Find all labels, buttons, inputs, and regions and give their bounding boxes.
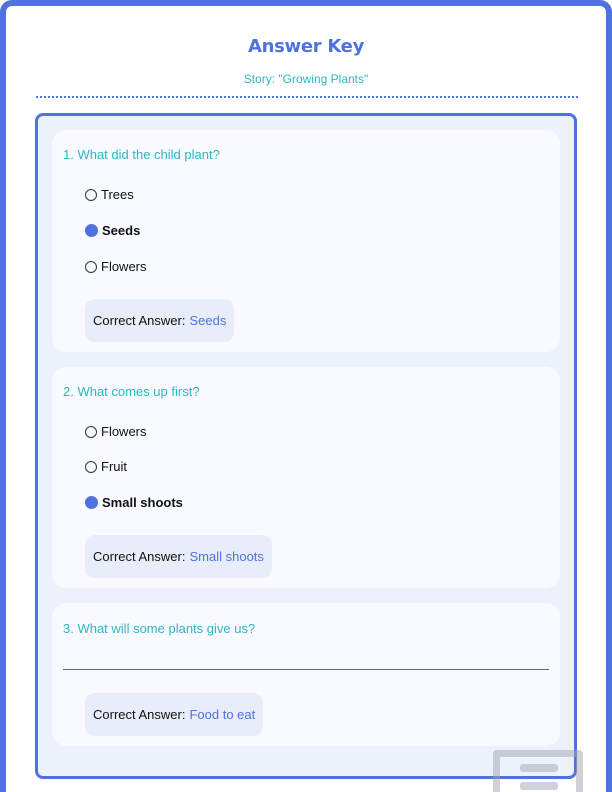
correct-answer-label: Correct Answer:	[93, 549, 186, 564]
question-text: 3. What will some plants give us?	[63, 621, 256, 636]
option-flowers[interactable]	[85, 424, 147, 439]
option-label: Small shoots	[102, 495, 183, 510]
question-text: 1. What did the child plant?	[63, 147, 220, 162]
radio-unchecked-icon[interactable]	[85, 261, 97, 273]
question-card-2	[52, 367, 560, 588]
document-icon	[493, 750, 583, 792]
correct-answer-box	[85, 693, 263, 736]
option-flowers[interactable]	[85, 259, 147, 274]
option-label: Seeds	[102, 223, 141, 238]
correct-answer-box	[85, 535, 272, 578]
story-subtitle: Story: "Growing Plants"	[243, 72, 369, 86]
page-title: Answer Key	[247, 36, 364, 57]
dotted-divider	[36, 96, 578, 98]
question-card-1	[52, 130, 560, 352]
radio-checked-icon[interactable]	[85, 496, 98, 509]
radio-unchecked-icon[interactable]	[85, 426, 97, 438]
correct-answer-value: Small shoots	[189, 549, 264, 564]
document-icon-bar	[520, 764, 558, 772]
correct-answer-box	[85, 299, 234, 342]
answer-write-line[interactable]	[63, 669, 549, 670]
option-label: Trees	[101, 187, 134, 202]
correct-answer-label: Correct Answer:	[93, 313, 186, 328]
option-label: Fruit	[101, 459, 127, 474]
option-seeds[interactable]	[85, 223, 140, 238]
option-label: Flowers	[101, 259, 147, 274]
correct-answer-value: Food to eat	[189, 707, 256, 722]
correct-answer-label: Correct Answer:	[93, 707, 186, 722]
document-icon-bar	[520, 782, 558, 790]
option-label: Flowers	[101, 424, 147, 439]
option-small-shoots[interactable]	[85, 495, 183, 510]
question-card-3	[52, 603, 560, 746]
option-trees[interactable]	[85, 187, 134, 202]
question-text: 2. What comes up first?	[63, 384, 200, 399]
option-fruit[interactable]	[85, 459, 127, 474]
radio-unchecked-icon[interactable]	[85, 189, 97, 201]
radio-unchecked-icon[interactable]	[85, 461, 97, 473]
radio-checked-icon[interactable]	[85, 224, 98, 237]
correct-answer-value: Seeds	[189, 313, 227, 328]
